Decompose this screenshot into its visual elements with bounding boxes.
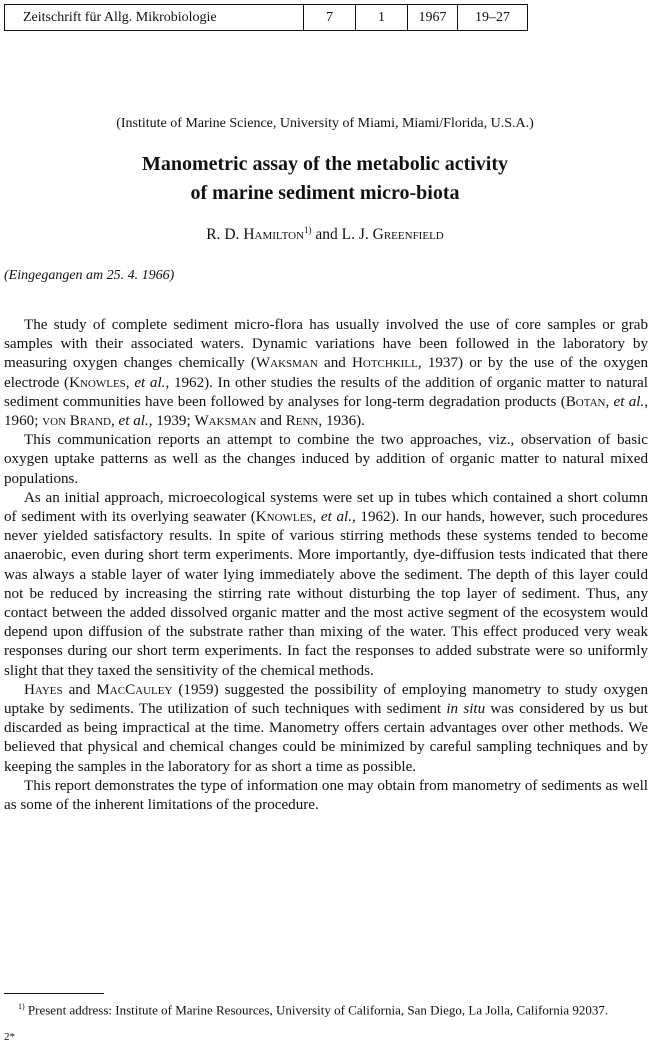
footnote [4,998,648,1018]
citation-author: Hayes [24,681,63,698]
et-al: et al. [134,374,166,391]
affiliation: (Institute of Marine Science, University of Miami, Miami/Florida, U.S.A.) [116,116,534,131]
author-joiner: and L. J. [311,226,373,244]
text-run: , 1939; [148,413,195,430]
text-run: , [605,393,614,410]
text-run: , [312,509,321,526]
footnote-marker: 1) [18,1002,25,1011]
author-1-initials: R. D. [206,226,244,244]
publication-year: 1967 [407,5,457,30]
author-line [0,225,650,244]
page-range: 19–27 [457,5,527,30]
text-run: and [62,681,97,698]
footnote-text: Present address: Institute of Marine Resources, University of California, San Diego, La Jolla, California 92037. [24,1002,609,1018]
paragraph-1 [4,316,648,431]
citation-author: MacCauley [96,681,173,698]
title-line-1: Manometric assay of the metabolic activity [141,153,508,175]
received-date: (Eingegangen am 25. 4. 1966) [4,268,175,283]
text-run: and [317,355,352,372]
title-line-2: of marine sediment micro-biota [190,182,460,204]
journal-header [4,4,528,31]
citation-author: Knowles [69,374,126,391]
text-run: , 1937) or by the use of the oxygen electrode ( [4,355,648,391]
text-run: , 1962). In our hands, however, such procedures never yielded satisfactory results. In spite of various stirring methods these systems tended to become anaerobic, even during short term experiments. More importantly, dye-diffusion tests indicated that there was always a stable layer of water lying immediately above the sediment. The depth of this layer could not be reduced by increasing the stirring rate without disturbing the top layer of sediment. Thus, any contact between the added dissolved organic matter and the most active segment of the ecosystem would depend upon diffusion of the substrate rather than mixing of the water. This effect produced very weak responses during our short term experiments. In fact the responses to added substrate were so uniformly slight that they taxed the sensitivity of the chemical methods. [4,509,649,679]
text-run: , 1936). [318,413,365,430]
issue-number: 1 [355,5,407,30]
text-run: , [111,413,119,430]
text-run: (1959) suggested the possibility of employing manometry to study oxygen uptake by sediments. The utilization of such techniques with sediment [4,681,649,718]
citation-author: Waksman [255,355,318,372]
citation-author: Botan [565,393,606,410]
text-run: As an initial approach, microecological systems were set up in tubes which contained a short column of sediment with its overlying seawater ( [4,489,648,526]
text-run: , [125,374,135,391]
text-run: was considered by us but discarded as being impractical at the time. Manometry offers certain advantages over other methods. We believed that physical and chemical changes could be minimized by careful sampling techniques and by keeping the samples in the laboratory for as short a time as possible. [4,701,648,775]
latin-term: in situ [446,701,486,718]
paragraph-2: This communication reports an attempt to combine the two approaches, viz., observation of basic oxygen uptake patterns as well as the changes induced by addition of organic matter to natural mixed populations. [4,432,648,487]
journal-name: Zeitschrift für Allg. Mikrobiologie [23,9,217,25]
et-al: et al. [118,413,149,430]
citation-author: Waksman [194,413,257,430]
author-1-name: Hamilton [243,226,305,244]
paragraph-5: This report demonstrates the type of information one may obtain from manometry of sediments as well as some of the inherent limitations of the procedure. [4,777,648,814]
citation-author: von Brand [42,413,111,430]
author-2-name: Greenfield [372,226,444,244]
footnote-marker: 1) [304,225,312,235]
citation-author: Renn [285,413,319,430]
paragraph-4 [4,681,648,777]
article-title [0,150,650,208]
signature-mark: 2* [4,1031,15,1043]
text-run: , 1962). In other studies the results of the addition of organic matter to natural sediment communities have been followed by analyses for long-term degradation products ( [4,374,648,410]
citation-author: Hotchkill [351,355,418,372]
text-run: The study of complete sediment micro-flora has usually involved the use of core samples or grab samples with their associated waters. Dynamic variations have been followed in the laboratory by measuring oxygen changes chemically ( [4,317,648,372]
article-body [4,316,648,815]
text-run: and [256,413,286,430]
paragraph-3 [4,489,648,681]
volume-number: 7 [303,5,355,30]
footnote-divider [4,993,104,994]
citation-author: Knowles [255,509,313,526]
et-al: et al. [320,509,352,526]
et-al: et al. [613,393,645,410]
text-run: , 1960; [4,393,649,430]
